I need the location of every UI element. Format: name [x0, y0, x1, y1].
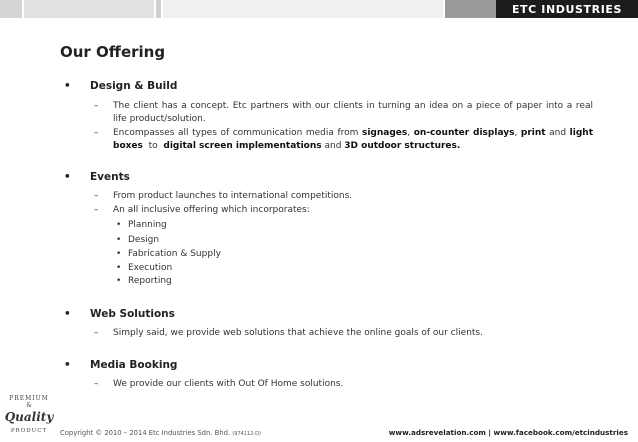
footer-copyright [60, 429, 261, 437]
bullet-marker: • [64, 80, 71, 92]
bullet-marker: • [116, 263, 122, 273]
banner-segment [163, 0, 443, 18]
dash-marker: – [94, 205, 99, 215]
dash-marker: – [94, 191, 99, 201]
bullet-marker: • [64, 308, 71, 320]
list-item-text: From product launches to international competitions. [113, 191, 353, 201]
bullet-marker: • [116, 235, 122, 245]
sub-list-item-text: Planning [128, 220, 167, 230]
section-heading-label: Web Solutions [90, 308, 175, 320]
brand-block [496, 0, 638, 18]
dash-marker: – [94, 101, 99, 111]
bullet-marker: • [64, 171, 71, 183]
dash-marker: – [94, 328, 99, 338]
sub-list-item-text: Fabrication & Supply [128, 249, 221, 259]
badge-top-text: PREMIUM [9, 395, 49, 402]
copyright-text: Copyright © 2010 – 2014 Etc Industries Sdn. Bhd. [60, 429, 231, 437]
footer-links[interactable]: www.adsrevelation.com | www.facebook.com/etcindustries [388, 428, 628, 437]
bullet-marker: • [64, 359, 71, 371]
list-item-text: The client has a concept. Etc partners with our clients in turning an idea on a piece of paper into a real life product/solution. [113, 101, 593, 124]
badge-amp: & [26, 402, 32, 409]
sub-list-item-text: Reporting [128, 276, 172, 286]
page-title: Our Offering [60, 43, 166, 61]
top-banner [0, 0, 638, 18]
badge-main-text: Quality [4, 410, 54, 424]
list-item-text: Encompasses all types of communication media from signages, on-counter displays, print and light boxes to digital screen implementations and 3D outdoor structures. [113, 128, 593, 151]
dash-marker: – [94, 128, 99, 138]
section-heading-label: Media Booking [90, 359, 178, 371]
sub-list-item-text: Execution [128, 263, 173, 273]
sub-list-item-text: Design [128, 235, 160, 245]
registration-number: (974112-D) [232, 431, 261, 437]
banner-segment [24, 0, 154, 18]
brand-logo: ETC INDUSTRIES [511, 2, 623, 16]
badge-bottom-text: PRODUCT [10, 428, 48, 434]
section-heading-label: Events [90, 171, 130, 183]
dash-marker: – [94, 379, 99, 389]
banner-segment [445, 0, 496, 18]
section-heading-label: Design & Build [90, 80, 178, 92]
bullet-marker: • [116, 249, 122, 259]
quality-badge-logo [3, 390, 55, 440]
bullet-marker: • [116, 276, 122, 286]
banner-segment [0, 0, 22, 18]
bullet-marker: • [116, 220, 122, 230]
list-item-text: We provide our clients with Out Of Home solutions. [113, 379, 344, 389]
list-item-text: An all inclusive offering which incorporates: [113, 205, 310, 215]
list-item-text: Simply said, we provide web solutions that achieve the online goals of our clients. [113, 328, 483, 338]
